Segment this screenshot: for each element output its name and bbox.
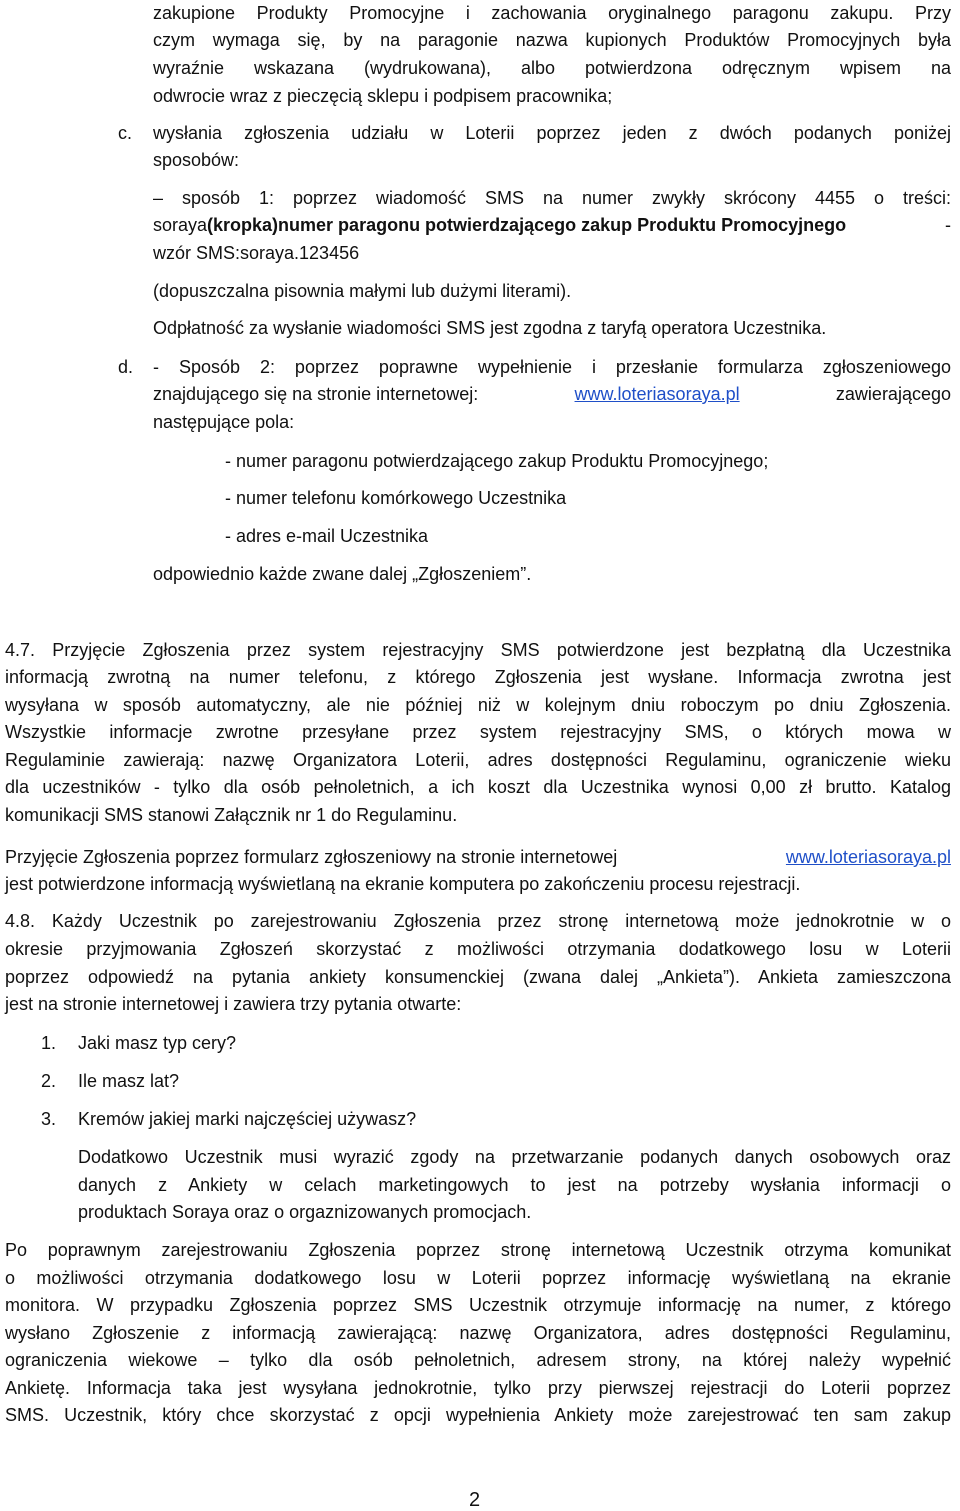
consent-line-3: produktach Soraya oraz o orgaznizowanych promocjach. (78, 1202, 532, 1222)
item-c-line-1: wysłania zgłoszenia udziału w Loterii poprzez jeden z dwóch podanych poniżej (153, 123, 951, 143)
item-c-marker: c. (118, 123, 133, 143)
s47-line-7: komunikacji SMS stanowi Załącznik nr 1 do Regulaminu. (5, 805, 458, 825)
sms-note-cost: Odpłatność za wysłanie wiadomości SMS jest zgodna z taryfą operatora Uczestnika. (153, 318, 827, 338)
consent-line-1: Dodatkowo Uczestnik musi wyrazić zgody na przetwarzanie podanych danych osobowych oraz (78, 1147, 951, 1167)
top-line-3: wyraźnie wskazana (wydrukowana), albo potwierdzona odręcznym wpisem na (153, 58, 951, 78)
field-receipt-number: - numer paragonu potwierdzającego zakup Produktu Promocyjnego; (225, 451, 769, 471)
website-link-2[interactable]: www.loteriasoraya.pl (785, 847, 951, 867)
final-line-7: SMS. Uczestnik, który chce skorzystać z opcji wypełnienia Ankiety może zarejestrować ten sam zakup (5, 1405, 951, 1425)
final-line-3: monitora. W przypadku Zgłoszenia poprzez SMS Uczestnik otrzymuje informację na numer, z którego (5, 1295, 951, 1315)
top-line-1: zakupione Produkty Promocyjne i zachowania oryginalnego paragonu zakupu. Przy (153, 3, 951, 23)
item-d-closing: odpowiednio każde zwane dalej „Zgłoszeniem”. (153, 564, 532, 584)
s48-line-4: jest na stronie internetowej i zawiera trzy pytania otwarte: (5, 994, 462, 1014)
item-d-marker: d. (118, 357, 134, 377)
question-3-text: Kremów jakiej marki najczęściej używasz? (78, 1109, 417, 1129)
sms-example: wzór SMS:soraya.123456 (153, 243, 360, 263)
s47-line-5: Regulaminie zawierają: nazwę Organizatora Loterii, adres dostępności Regulaminu, ograniczenie wieku (5, 750, 951, 770)
final-line-6: Ankietę. Informacja taka jest wysyłana jednokrotnie, tylko przy pierwszej rejestracji do Loterii poprzez (5, 1378, 951, 1398)
top-line-2: czym wymaga się, by na paragonie nazwa kupionych Produktów Promocyjnych była (153, 30, 951, 50)
s47-web-line-2: jest potwierdzone informacją wyświetlaną na ekranie komputera po zakończeniu procesu rejestracji. (5, 874, 801, 894)
s47-line-1: 4.7. Przyjęcie Zgłoszenia przez system rejestracyjny SMS potwierdzone jest bezpłatną dla Uczestnika (5, 640, 951, 660)
final-line-1: Po poprawnym zarejestrowaniu Zgłoszenia poprzez stronę internetową Uczestnik otrzyma komunikat (5, 1240, 951, 1260)
field-phone-number: - numer telefonu komórkowego Uczestnika (225, 488, 567, 508)
s48-line-1: 4.8. Każdy Uczestnik po zarejestrowaniu Zgłoszenia przez stronę internetową może jednokrotnie w o (5, 911, 951, 931)
item-d-line-1: - Sposób 2: poprzez poprawne wypełnienie i przesłanie formularza zgłoszeniowego (153, 357, 951, 377)
sms-suffix: - (945, 215, 951, 235)
question-3-number: 3. (41, 1109, 57, 1129)
item-d-suffix: zawierającego (835, 384, 951, 404)
item-c-line-2: sposobów: (153, 150, 240, 170)
final-line-5: ograniczenia wiekowe – tylko dla osób pełnoletnich, adresem strony, na której należy wypełnić (5, 1350, 951, 1370)
question-1-number: 1. (41, 1033, 57, 1053)
final-line-2: o możliwości otrzymania dodatkowego losu w Loterii poprzez informację wyświetlaną na ekranie (5, 1268, 951, 1288)
sms-line-1: – sposób 1: poprzez wiadomość SMS na numer zwykły skrócony 4455 o treści: (153, 188, 951, 208)
sms-bold-format: (kropka)numer paragonu potwierdzającego zakup Produktu Promocyjnego (207, 215, 847, 235)
sms-line-2 (153, 214, 951, 236)
final-line-4: wysłano Zgłoszenie z informacją zawierającą: nazwę Organizatora, adres dostępności Regulaminu, (5, 1323, 951, 1343)
s48-line-2: okresie przyjmowania Zgłoszeń skorzystać z możliwości otrzymania dodatkowego losu w Loterii (5, 939, 951, 959)
s47-line-6: dla uczestników - tylko dla osób pełnoletnich, a ich koszt dla Uczestnika wynosi 0,00 zł brutto. Katalog (5, 777, 951, 797)
sms-prefix: soraya (153, 215, 208, 235)
question-2-number: 2. (41, 1071, 57, 1091)
consent-line-2: danych z Ankiety w celach marketingowych to jest na potrzeby wysłania informacji o (78, 1175, 951, 1195)
website-link[interactable]: www.loteriasoraya.pl (574, 384, 740, 404)
s47-web-line (5, 846, 951, 868)
field-email: - adres e-mail Uczestnika (225, 526, 429, 546)
s47-line-2: informacją zwrotną na numer telefonu, z którego Zgłoszenia jest wysłane. Informacja zwrotna jest (5, 667, 951, 687)
item-d-line-3: następujące pola: (153, 412, 295, 432)
page-number: 2 (469, 1489, 481, 1511)
question-1-text: Jaki masz typ cery? (78, 1033, 237, 1053)
s47-web-prefix: Przyjęcie Zgłoszenia poprzez formularz zgłoszeniowy na stronie internetowej (5, 847, 618, 867)
s48-line-3: poprzez odpowiedź na pytania ankiety konsumenckiej (zwana dalej „Ankieta”). Ankieta zamieszczona (5, 967, 951, 987)
item-d-line-2 (153, 383, 951, 405)
s47-line-4: Wszystkie informacje zwrotne przesyłane przez system rejestracyjny SMS, o których mowa w (5, 722, 951, 742)
s47-line-3: wysyłana w sposób automatyczny, ale nie później niż w kolejnym dniu roboczym po dniu Zgłoszenia. (5, 695, 951, 715)
item-d-prefix: znajdującego się na stronie internetowej: (153, 384, 479, 404)
sms-note-case: (dopuszczalna pisownia małymi lub dużymi literami). (153, 281, 572, 301)
question-2-text: Ile masz lat? (78, 1071, 180, 1091)
top-line-4: odwrocie wraz z pieczęcią sklepu i podpisem pracownika; (153, 86, 613, 106)
